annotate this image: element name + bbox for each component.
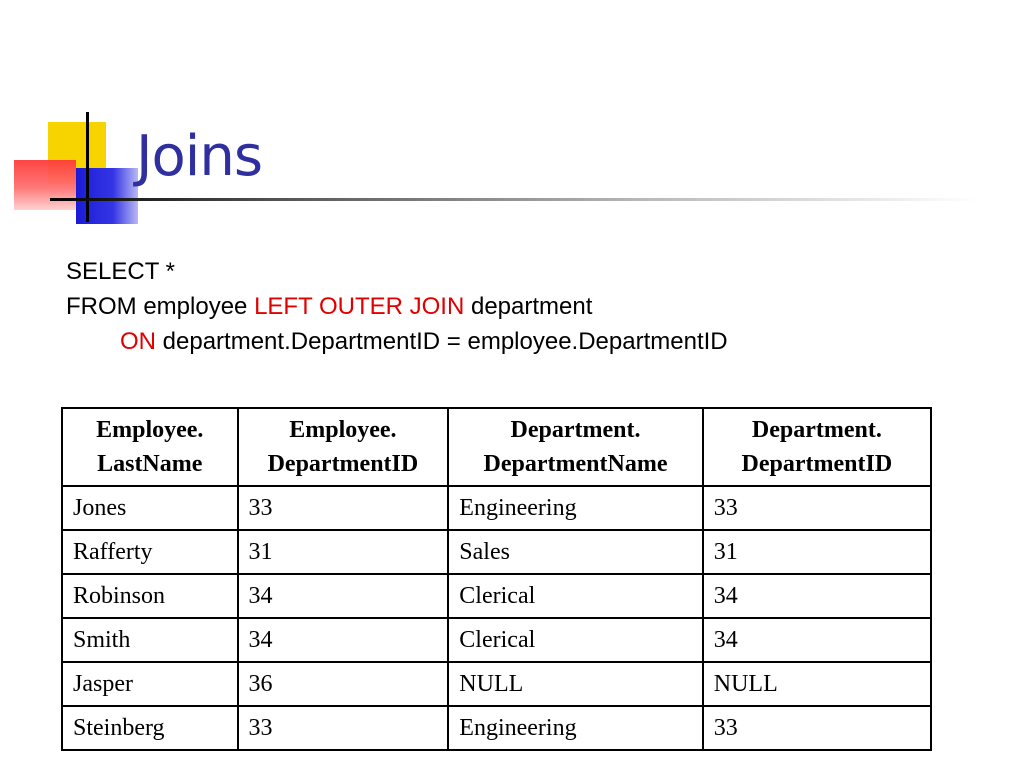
table-cell: NULL (703, 662, 931, 706)
sql-select: SELECT * (66, 258, 175, 285)
title-underline (50, 198, 980, 201)
table-cell: Smith (62, 618, 238, 662)
sql-keyword-on: ON (120, 328, 156, 355)
table-cell: 34 (703, 618, 931, 662)
table-cell: Engineering (448, 486, 702, 530)
table-cell: 34 (703, 574, 931, 618)
table-cell: 36 (238, 662, 449, 706)
table-cell: Rafferty (62, 530, 238, 574)
table-cell: 31 (703, 530, 931, 574)
table-cell: Clerical (448, 574, 702, 618)
slide-logo-decoration (0, 0, 160, 240)
table-cell: Robinson (62, 574, 238, 618)
table-cell: Sales (448, 530, 702, 574)
vertical-line-decoration (86, 112, 89, 222)
table-row (62, 618, 931, 662)
sql-department: department (464, 293, 593, 320)
table-header-cell: Employee. LastName (62, 408, 238, 486)
table-cell: Jones (62, 486, 238, 530)
sql-on-condition: department.DepartmentID = employee.DepartmentID (156, 328, 728, 355)
table-header-cell: Employee. DepartmentID (238, 408, 449, 486)
table-cell: 33 (238, 486, 449, 530)
table-cell: 33 (238, 706, 449, 750)
sql-keyword-left-outer-join: LEFT OUTER JOIN (254, 293, 465, 320)
table-row (62, 662, 931, 706)
table-header-row (62, 408, 931, 486)
table-cell: Steinberg (62, 706, 238, 750)
sql-line-2 (66, 289, 728, 324)
table-header-cell: Department. DepartmentName (448, 408, 702, 486)
table-cell: Jasper (62, 662, 238, 706)
table-header-cell: Department. DepartmentID (703, 408, 931, 486)
table-cell: 34 (238, 618, 449, 662)
table-cell: Engineering (448, 706, 702, 750)
table-cell: Clerical (448, 618, 702, 662)
table-row (62, 574, 931, 618)
sql-line-3 (66, 324, 728, 359)
table-row (62, 530, 931, 574)
table-cell: NULL (448, 662, 702, 706)
table-row (62, 706, 931, 750)
slide-title: Joins (136, 124, 263, 189)
table-cell: 34 (238, 574, 449, 618)
table-row (62, 486, 931, 530)
sql-from: FROM employee (66, 293, 255, 320)
sql-line-1 (66, 254, 728, 289)
red-square-decoration (14, 160, 76, 210)
table-cell: 31 (238, 530, 449, 574)
table-cell: 33 (703, 706, 931, 750)
join-result-table (61, 407, 932, 751)
sql-code-block (66, 254, 728, 359)
table-cell: 33 (703, 486, 931, 530)
